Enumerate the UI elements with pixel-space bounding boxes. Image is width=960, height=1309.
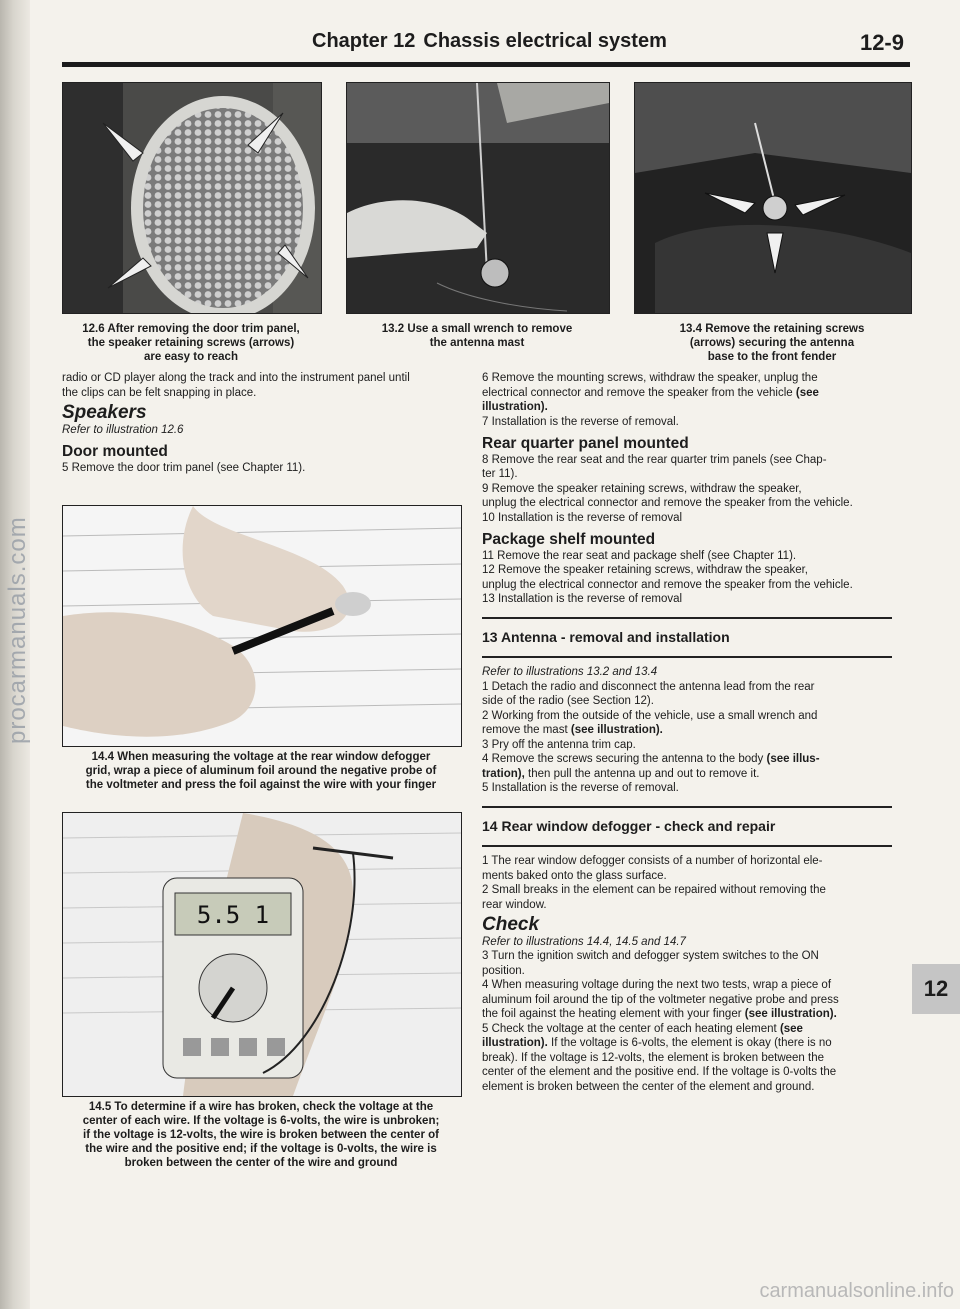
caption-line: broken between the center of the wire and ground (124, 1157, 398, 1169)
page-number: 12-9 (859, 30, 904, 55)
body-line: ter 11). (482, 468, 518, 480)
caption-line: the antenna mast (429, 337, 525, 349)
step-10: 10 Installation is the reverse of removal (482, 511, 683, 524)
refer-note: Refer to illustrations 14.4, 14.5 and 14.7 (482, 935, 686, 948)
defogger-step-4: 4 When measuring voltage during the next two tests, wrap a piece of (482, 979, 832, 991)
side-watermark: procarmanuals.com (4, 516, 31, 744)
caption-12-6 (62, 322, 320, 364)
caption-line: the speaker retaining screws (arrows) (87, 337, 295, 349)
header-rule (62, 62, 910, 67)
body-line: the foil against the heating element with your finger (482, 1008, 742, 1020)
section-13-heading: 13 Antenna - removal and installation (482, 617, 892, 659)
left-column-top (62, 372, 462, 476)
body-line: aluminum foil around the tip of the voltmeter negative probe and press (482, 993, 839, 1006)
voltmeter-illustration (63, 813, 461, 1096)
heading-rear-quarter: Rear quarter panel mounted (482, 435, 689, 452)
antenna-step-3: 3 Pry off the antenna trim cap. (482, 738, 636, 751)
step-8: 8 Remove the rear seat and the rear quarter trim panels (see Chap- (482, 453, 827, 466)
defogger-step-1: 1 The rear window defogger consists of a number of horizontal ele- (482, 855, 823, 867)
see-illustration: (see (795, 386, 819, 399)
photo-foil-probe (62, 505, 462, 747)
chapter-number: Chapter 12 (312, 30, 416, 52)
body-line: break). If the voltage is 12-volts, the element is broken between the (482, 1051, 824, 1064)
chapter-name: Chassis electrical system (423, 30, 667, 52)
refer-note: Refer to illustration 12.6 (62, 423, 184, 436)
caption-line: 12.6 After removing the door trim panel, (82, 323, 300, 335)
caption-line: 14.4 When measuring the voltage at the rear window defogger (91, 751, 431, 763)
see-illustration: (see (779, 1022, 803, 1035)
caption-line: are easy to reach (144, 351, 238, 363)
body-line: unplug the electrical connector and remove the speaker from the vehicle. (482, 497, 853, 509)
caption-line: grid, wrap a piece of aluminum foil around the negative probe of (85, 765, 437, 777)
body-line: ments baked onto the glass surface. (482, 869, 667, 882)
heading-check: Check (482, 914, 540, 935)
antenna-base-illustration (635, 83, 911, 313)
step-5: 5 Remove the door trim panel (see Chapter 11). (62, 461, 306, 474)
caption-line: center of each wire. If the voltage is 6-volts, the wire is unbroken; (82, 1115, 440, 1127)
body-line: remove the mast (482, 724, 568, 736)
step-12: 12 Remove the speaker retaining screws, withdraw the speaker, (482, 564, 808, 576)
body-line: If the voltage is 6-volts, the element is okay (there is no (551, 1037, 832, 1049)
body-line: center of the element and the positive end. If the voltage is 0-volts the (482, 1066, 837, 1078)
step-9: 9 Remove the speaker retaining screws, withdraw the speaker, (482, 482, 802, 495)
section-14-heading: 14 Rear window defogger - check and repair (482, 806, 892, 848)
photo-voltmeter (62, 812, 462, 1097)
body-line: unplug the electrical connector and remove the speaker from the vehicle. (482, 578, 853, 591)
see-illustration: tration), (482, 767, 525, 780)
photo-antenna-base (634, 82, 912, 314)
caption-line: the wire and the positive end; if the voltage is 0-volts, the wire is (85, 1143, 437, 1155)
step-11: 11 Remove the rear seat and package shelf (see Chapter 11). (482, 549, 797, 562)
refer-note: Refer to illustrations 13.2 and 13.4 (482, 666, 658, 678)
bottom-watermark: carmanualsonline.info (759, 1280, 954, 1302)
antenna-step-2: 2 Working from the outside of the vehicle, use a small wrench and (482, 709, 818, 722)
caption-13-4 (634, 322, 910, 364)
caption-line: (arrows) securing the antenna (689, 337, 855, 349)
speaker-illustration (63, 83, 321, 313)
see-illustration: (see illus- (766, 753, 820, 765)
step-13: 13 Installation is the reverse of removal (482, 593, 683, 605)
heading-package-shelf: Package shelf mounted (482, 531, 656, 548)
caption-line: base to the front fender (707, 351, 837, 363)
defogger-step-5: 5 Check the voltage at the center of each heating element (482, 1022, 777, 1035)
body-line: position. (482, 964, 525, 977)
antenna-step-5: 5 Installation is the reverse of removal. (482, 782, 679, 794)
step-6: 6 Remove the mounting screws, withdraw the speaker, unplug the (482, 372, 818, 384)
page-header (62, 28, 910, 62)
caption-13-2 (346, 322, 608, 350)
step-7: 7 Installation is the reverse of removal. (482, 415, 679, 428)
heading-door-mounted: Door mounted (62, 443, 168, 460)
chapter-title (312, 30, 667, 53)
antenna-mast-illustration (347, 83, 609, 313)
body-line: then pull the antenna up and out to remove it. (528, 767, 760, 780)
defogger-step-2: 2 Small breaks in the element can be repaired without removing the (482, 884, 826, 896)
right-column (482, 372, 892, 1095)
body-line: rear window. (482, 898, 547, 911)
foil-probe-illustration (63, 506, 461, 746)
photo-speaker (62, 82, 322, 314)
caption-line: if the voltage is 12-volts, the wire is broken between the center of (83, 1129, 439, 1141)
heading-speakers: Speakers (62, 402, 147, 423)
caption-line: 13.2 Use a small wrench to remove (381, 323, 573, 335)
caption-14-5 (62, 1100, 460, 1170)
meter-display-reading: 5.5 1 (196, 901, 270, 929)
body-line: radio or CD player along the track and into the instrument panel until (62, 372, 410, 384)
see-illustration: (see illustration). (744, 1008, 837, 1020)
chapter-thumb-tab: 12 (912, 964, 960, 1014)
caption-line: the voltmeter and press the foil against the wire with your finger (85, 779, 437, 791)
caption-line: 14.5 To determine if a wire has broken, check the voltage at the (88, 1101, 434, 1113)
see-illustration: illustration). (482, 1037, 548, 1049)
caption-line: 13.4 Remove the retaining screws (679, 323, 865, 335)
photo-antenna-mast (346, 82, 610, 314)
caption-14-4 (62, 750, 460, 792)
antenna-step-1: 1 Detach the radio and disconnect the antenna lead from the rear (482, 680, 815, 693)
body-line: side of the radio (see Section 12). (482, 695, 654, 707)
body-line: element is broken between the center of the element and ground. (482, 1080, 815, 1093)
see-illustration: illustration). (482, 401, 548, 413)
see-illustration: (see illustration). (570, 724, 663, 736)
body-line: electrical connector and remove the speaker from the vehicle (482, 386, 793, 399)
antenna-step-4: 4 Remove the screws securing the antenna to the body (482, 753, 764, 765)
body-line: the clips can be felt snapping in place. (62, 386, 257, 399)
defogger-step-3: 3 Turn the ignition switch and defogger system switches to the ON (482, 950, 819, 962)
